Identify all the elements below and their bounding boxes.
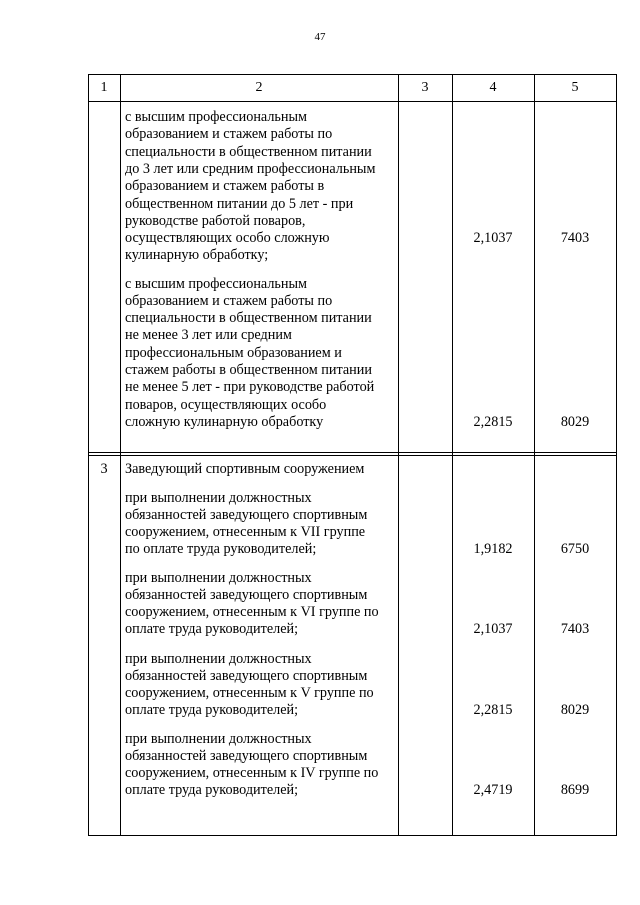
coefficient-value: 2,4719 <box>473 782 513 798</box>
col-border <box>616 74 617 836</box>
text-line: обязанностей заведующего спортивным <box>125 587 368 603</box>
text-line: не менее 5 лет - при руководстве работой <box>125 379 375 395</box>
text-line: кулинарную обработку; <box>125 247 269 263</box>
coefficient-value: 2,2815 <box>473 414 513 430</box>
text-line: образованием и стажем работы по <box>125 126 333 142</box>
text-line: специальности в общественном питании <box>125 310 372 326</box>
salary-value: 8029 <box>560 414 590 430</box>
coefficient-value: 2,2815 <box>473 702 513 718</box>
coefficient-value: 2,1037 <box>473 621 513 637</box>
col-border <box>398 74 399 836</box>
text-line: стажем работы в общественном питании <box>125 362 372 378</box>
page-number: 47 <box>314 31 326 43</box>
position-title: Заведующий спортивным сооружением <box>125 461 365 477</box>
coefficient-value: 1,9182 <box>473 541 513 557</box>
text-line: сооружением, отнесенным к VII группе <box>125 524 366 540</box>
text-line: по оплате труда руководителей; <box>125 541 317 557</box>
text-line: оплате труда руководителей; <box>125 702 299 718</box>
salary-value: 7403 <box>560 621 590 637</box>
text-line: до 3 лет или средним профессиональным <box>125 161 376 177</box>
row-number: 3 <box>100 461 108 477</box>
row-divider <box>88 455 617 456</box>
coefficient-value: 2,1037 <box>473 230 513 246</box>
text-line: образованием и стажем работы в <box>125 178 325 194</box>
row-divider <box>88 452 617 453</box>
text-line: сооружением, отнесенным к VI группе по <box>125 604 379 620</box>
text-line: сооружением, отнесенным к IV группе по <box>125 765 379 781</box>
salary-value: 7403 <box>560 230 590 246</box>
text-line: профессиональным образованием и <box>125 345 342 361</box>
header-col-3: 3 <box>421 80 429 95</box>
col-border <box>534 74 535 836</box>
text-line: образованием и стажем работы по <box>125 293 333 309</box>
salary-value: 8029 <box>560 702 590 718</box>
col-border <box>452 74 453 836</box>
text-line: с высшим профессиональным <box>125 276 307 292</box>
text-line: при выполнении должностных <box>125 570 312 586</box>
text-line: поваров, осуществляющих особо <box>125 397 327 413</box>
text-line: руководстве работой поваров, <box>125 213 306 229</box>
text-line: с высшим профессиональным <box>125 109 307 125</box>
text-line: обязанностей заведующего спортивным <box>125 748 368 764</box>
salary-value: 8699 <box>560 782 590 798</box>
table-bottom-border <box>88 835 617 836</box>
text-line: не менее 3 лет или средним <box>125 327 292 343</box>
text-line: при выполнении должностных <box>125 490 312 506</box>
text-line: общественном питании до 5 лет - при <box>125 196 354 212</box>
text-line: специальности в общественном питании <box>125 144 372 160</box>
col-border <box>88 74 89 836</box>
text-line: при выполнении должностных <box>125 651 312 667</box>
text-line: сооружением, отнесенным к V группе по <box>125 685 374 701</box>
header-col-5: 5 <box>571 80 579 95</box>
text-line: сложную кулинарную обработку <box>125 414 324 430</box>
header-col-2: 2 <box>255 80 263 95</box>
text-line: обязанностей заведующего спортивным <box>125 668 368 684</box>
header-col-4: 4 <box>489 80 497 95</box>
text-line: оплате труда руководителей; <box>125 621 299 637</box>
text-line: обязанностей заведующего спортивным <box>125 507 368 523</box>
col-border <box>120 74 121 836</box>
header-bottom-border <box>88 101 617 102</box>
text-line: осуществляющих особо сложную <box>125 230 330 246</box>
header-col-1: 1 <box>100 80 108 95</box>
text-line: при выполнении должностных <box>125 731 312 747</box>
salary-value: 6750 <box>560 541 590 557</box>
text-line: оплате труда руководителей; <box>125 782 299 798</box>
